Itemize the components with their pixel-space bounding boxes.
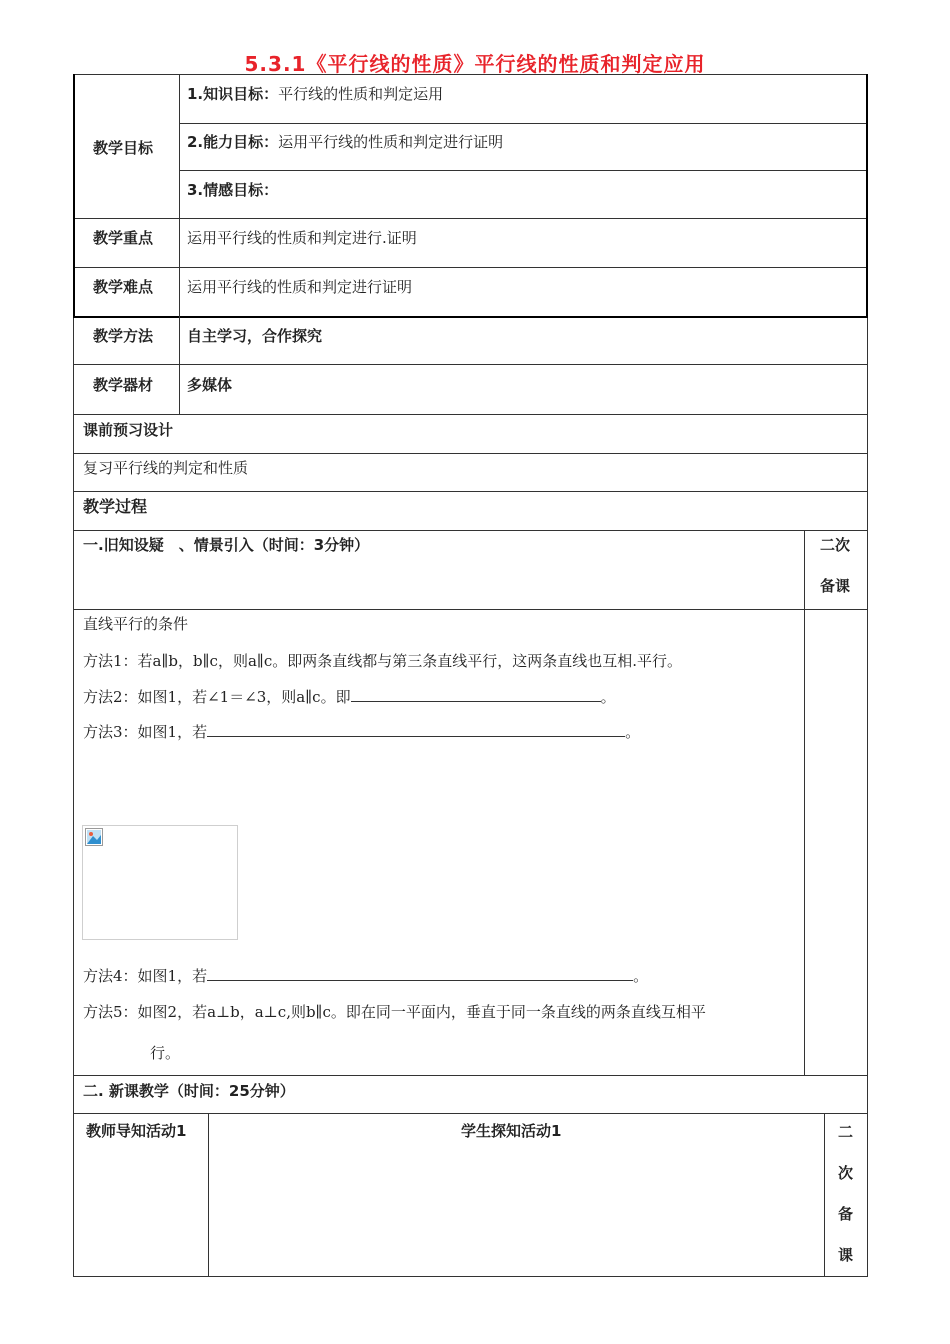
column-divider <box>73 74 75 318</box>
key-point-label: 教学重点 <box>93 229 154 247</box>
row-divider <box>73 267 868 268</box>
method-1: 方法1：若a∥b，b∥c，则a∥c。即两条直线都与第三条直线平行，这两条直线也互相.平行。 <box>83 652 682 670</box>
section2-side-note-char: 备 <box>838 1205 854 1223</box>
section2-side-note-char: 二 <box>838 1123 854 1141</box>
method-3 <box>83 722 640 742</box>
column-divider <box>824 1113 825 1277</box>
emotion-objective-label: 3.情感目标： <box>187 181 279 199</box>
broken-image-icon <box>85 828 103 846</box>
method-2-text: 方法2：如图1，若∠1＝∠3，则a∥c。即 <box>83 688 351 706</box>
method-4-text: 方法4：如图1，若 <box>83 967 208 985</box>
teacher-activity-header: 教师导知活动1 <box>86 1122 187 1140</box>
equipment-label: 教学器材 <box>93 376 154 394</box>
knowledge-objective <box>187 84 443 104</box>
ability-objective-text: 运用平行线的性质和判定进行证明 <box>278 133 504 151</box>
parallel-conditions-intro: 直线平行的条件 <box>83 615 189 633</box>
knowledge-objective-text: 平行线的性质和判定运用 <box>278 85 444 103</box>
row-divider <box>73 530 868 531</box>
section1-side-note-1: 二次 <box>820 536 851 554</box>
column-divider <box>866 74 868 318</box>
ability-objective-label: 2.能力目标： <box>187 133 279 151</box>
equipment-text: 多媒体 <box>187 376 233 394</box>
section1-heading: 一.旧知设疑 、情景引入（时间：3分钟） <box>83 536 370 554</box>
method-3-text: 方法3：如图1，若 <box>83 723 208 741</box>
difficulty-text: 运用平行线的性质和判定进行证明 <box>187 278 413 296</box>
method-2-blank <box>351 687 601 702</box>
row-divider <box>73 609 868 610</box>
preview-label: 课前预习设计 <box>83 421 174 439</box>
document-title: 5.3.1《平行线的性质》平行线的性质和判定应用 <box>244 52 706 76</box>
method-2 <box>83 687 616 707</box>
knowledge-objective-label: 1.知识目标： <box>187 85 279 103</box>
ability-objective <box>187 132 503 152</box>
process-label: 教学过程 <box>83 497 148 516</box>
key-point-text: 运用平行线的性质和判定进行.证明 <box>187 229 417 247</box>
row-divider <box>73 218 868 219</box>
method-4-end: 。 <box>633 967 649 985</box>
row-divider <box>73 491 868 492</box>
row-divider <box>73 316 868 318</box>
figure-placeholder <box>82 825 238 940</box>
row-divider <box>73 1113 868 1114</box>
method-3-blank <box>207 722 625 737</box>
emotion-objective <box>187 180 278 200</box>
method-4 <box>83 966 648 986</box>
method-4-blank <box>207 966 633 981</box>
method-3-end: 。 <box>625 723 641 741</box>
student-activity-header: 学生探知活动1 <box>461 1122 562 1140</box>
column-divider <box>179 74 180 415</box>
preview-text: 复习平行线的判定和性质 <box>83 459 249 477</box>
objectives-label: 教学目标 <box>93 139 154 157</box>
method-2-end: 。 <box>600 688 616 706</box>
row-divider <box>73 364 868 365</box>
section1-side-note-2: 备课 <box>820 577 851 595</box>
method-5: 方法5：如图2，若a⊥b，a⊥c,则b∥c。即在同一平面内，垂直于同一条直线的两条直线互相平 <box>83 1003 706 1021</box>
row-divider <box>73 453 868 454</box>
section2-side-note-char: 课 <box>838 1246 854 1264</box>
method-text: 自主学习，合作探究 <box>187 327 323 345</box>
section2-side-note-char: 次 <box>838 1164 854 1182</box>
method-5-continued: 行。 <box>150 1044 181 1062</box>
column-divider <box>208 1113 209 1277</box>
difficulty-label: 教学难点 <box>93 278 154 296</box>
row-divider <box>73 1075 868 1076</box>
section2-heading: 二. 新课教学（时间：25分钟） <box>83 1082 295 1100</box>
row-divider <box>73 414 868 415</box>
row-divider <box>179 123 867 124</box>
column-divider <box>804 530 805 1075</box>
method-label: 教学方法 <box>93 327 154 345</box>
row-divider <box>179 170 867 171</box>
